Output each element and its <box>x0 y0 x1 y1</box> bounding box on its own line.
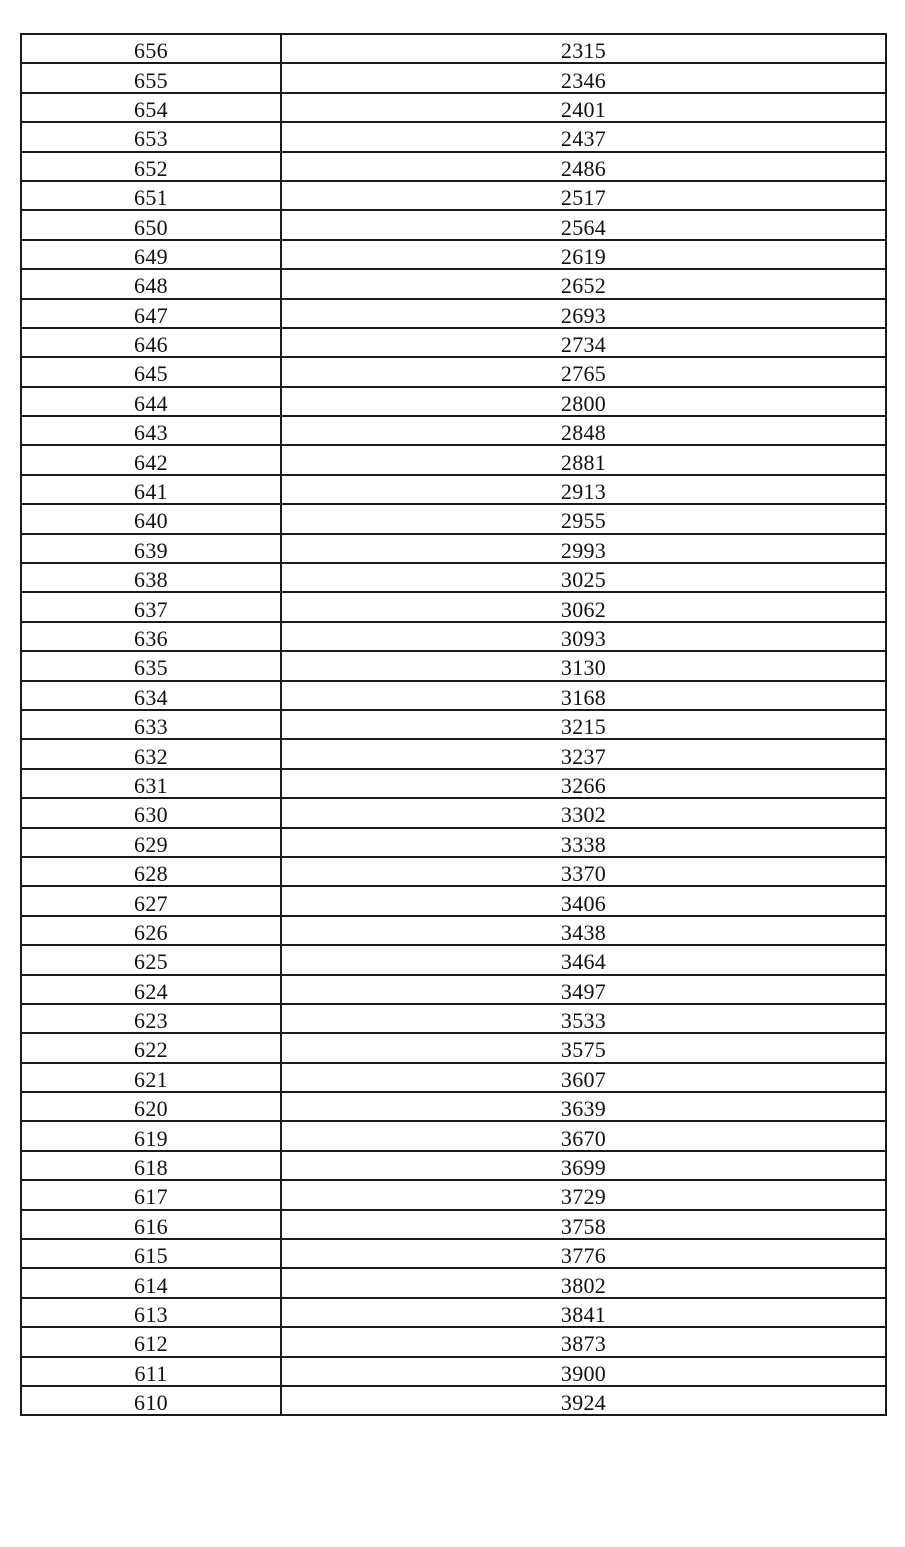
cumulative-count-cell <box>281 387 886 416</box>
cumulative-count-value: 2517 <box>560 185 607 211</box>
score-value: 614 <box>134 1272 168 1298</box>
cumulative-count-value: 3575 <box>560 1037 607 1063</box>
table-row <box>21 299 886 328</box>
score-cell <box>21 93 281 122</box>
cumulative-count-cell <box>281 1092 886 1121</box>
score-value: 634 <box>134 684 168 710</box>
score-cell <box>21 945 281 974</box>
score-cell <box>21 357 281 386</box>
score-value: 638 <box>134 567 168 593</box>
score-cell <box>21 122 281 151</box>
cumulative-count-cell <box>281 416 886 445</box>
table-row <box>21 1327 886 1356</box>
score-value: 624 <box>134 978 168 1004</box>
table-row <box>21 1092 886 1121</box>
score-cell <box>21 681 281 710</box>
table-row <box>21 416 886 445</box>
table-row <box>21 769 886 798</box>
table-row <box>21 240 886 269</box>
table-row <box>21 387 886 416</box>
table-row <box>21 1033 886 1062</box>
cumulative-count-value: 3639 <box>560 1096 607 1122</box>
table-row <box>21 1239 886 1268</box>
cumulative-count-value: 2652 <box>560 273 607 299</box>
cumulative-count-cell <box>281 445 886 474</box>
cumulative-count-cell <box>281 34 886 63</box>
table-row <box>21 152 886 181</box>
cumulative-count-cell <box>281 504 886 533</box>
table-row <box>21 945 886 974</box>
cumulative-count-value: 3841 <box>560 1301 607 1327</box>
score-cell <box>21 152 281 181</box>
table-row <box>21 210 886 239</box>
table-row <box>21 622 886 651</box>
cumulative-count-value: 3729 <box>560 1184 607 1210</box>
score-cell <box>21 975 281 1004</box>
score-value: 613 <box>134 1301 168 1327</box>
score-cell <box>21 1386 281 1415</box>
score-value: 621 <box>134 1066 168 1092</box>
cumulative-count-cell <box>281 240 886 269</box>
cumulative-count-value: 3302 <box>560 802 607 828</box>
cumulative-count-value: 2693 <box>560 302 607 328</box>
cumulative-count-cell <box>281 93 886 122</box>
cumulative-count-cell <box>281 769 886 798</box>
score-value: 628 <box>134 861 168 887</box>
table-row <box>21 1180 886 1209</box>
score-cell <box>21 416 281 445</box>
cumulative-count-cell <box>281 1357 886 1386</box>
table-row <box>21 269 886 298</box>
score-cell <box>21 299 281 328</box>
score-cell <box>21 269 281 298</box>
table-row <box>21 328 886 357</box>
cumulative-count-value: 3338 <box>560 831 607 857</box>
cumulative-count-cell <box>281 328 886 357</box>
score-cell <box>21 240 281 269</box>
cumulative-count-value: 3776 <box>560 1243 607 1269</box>
table-row <box>21 857 886 886</box>
score-cell <box>21 769 281 798</box>
cumulative-count-value: 2848 <box>560 420 607 446</box>
cumulative-count-cell <box>281 916 886 945</box>
cumulative-count-value: 3900 <box>560 1360 607 1386</box>
table-row <box>21 1298 886 1327</box>
score-cell <box>21 1033 281 1062</box>
table-row <box>21 798 886 827</box>
cumulative-count-value: 3237 <box>560 743 607 769</box>
cumulative-count-value: 2401 <box>560 96 607 122</box>
score-value: 610 <box>134 1390 168 1416</box>
cumulative-count-value: 2955 <box>560 508 607 534</box>
score-value: 649 <box>134 243 168 269</box>
score-cell <box>21 1357 281 1386</box>
table-row <box>21 1121 886 1150</box>
score-value: 648 <box>134 273 168 299</box>
cumulative-count-cell <box>281 152 886 181</box>
table-row <box>21 181 886 210</box>
score-cell <box>21 210 281 239</box>
table-row <box>21 828 886 857</box>
score-cell <box>21 534 281 563</box>
cumulative-count-value: 3266 <box>560 772 607 798</box>
table-row <box>21 34 886 63</box>
cumulative-count-value: 2881 <box>560 449 607 475</box>
cumulative-count-cell <box>281 1063 886 1092</box>
cumulative-count-cell <box>281 210 886 239</box>
score-value: 619 <box>134 1125 168 1151</box>
table-row <box>21 475 886 504</box>
score-value: 646 <box>134 332 168 358</box>
cumulative-count-cell <box>281 886 886 915</box>
table-row <box>21 1386 886 1415</box>
score-cell <box>21 1239 281 1268</box>
table-row <box>21 1063 886 1092</box>
cumulative-count-value: 3168 <box>560 684 607 710</box>
cumulative-count-cell <box>281 357 886 386</box>
score-cell <box>21 710 281 739</box>
cumulative-count-cell <box>281 1121 886 1150</box>
score-cell <box>21 445 281 474</box>
cumulative-count-cell <box>281 710 886 739</box>
cumulative-count-value: 3093 <box>560 626 607 651</box>
cumulative-count-value: 3406 <box>560 890 607 916</box>
score-value: 653 <box>134 126 168 152</box>
cumulative-count-value: 2993 <box>560 537 607 563</box>
score-cell <box>21 798 281 827</box>
cumulative-count-cell <box>281 592 886 621</box>
score-value: 654 <box>134 96 168 122</box>
cumulative-count-cell <box>281 1239 886 1268</box>
score-value: 656 <box>134 38 168 64</box>
table-row <box>21 739 886 768</box>
cumulative-count-cell <box>281 475 886 504</box>
table-body <box>21 34 886 1415</box>
score-cell <box>21 1298 281 1327</box>
score-value: 636 <box>134 626 168 651</box>
score-cell <box>21 592 281 621</box>
cumulative-count-value: 3873 <box>560 1331 607 1357</box>
cumulative-count-cell <box>281 1298 886 1327</box>
cumulative-count-value: 2486 <box>560 155 607 181</box>
cumulative-count-cell <box>281 857 886 886</box>
cumulative-count-cell <box>281 299 886 328</box>
score-value: 612 <box>134 1331 168 1357</box>
score-cell <box>21 739 281 768</box>
score-cell <box>21 1004 281 1033</box>
cumulative-count-value: 3497 <box>560 978 607 1004</box>
table-row <box>21 1004 886 1033</box>
score-value: 644 <box>134 390 168 416</box>
score-cell <box>21 916 281 945</box>
score-cell <box>21 475 281 504</box>
cumulative-count-cell <box>281 563 886 592</box>
cumulative-count-value: 3370 <box>560 861 607 887</box>
table-row <box>21 93 886 122</box>
score-cell <box>21 828 281 857</box>
score-cell <box>21 1268 281 1297</box>
score-value: 645 <box>134 361 168 387</box>
cumulative-count-cell <box>281 1004 886 1033</box>
table-row <box>21 1357 886 1386</box>
table-row <box>21 975 886 1004</box>
table-row <box>21 886 886 915</box>
score-value: 643 <box>134 420 168 446</box>
score-value: 632 <box>134 743 168 769</box>
cumulative-count-value: 2619 <box>560 243 607 269</box>
cumulative-count-cell <box>281 828 886 857</box>
score-value: 631 <box>134 772 168 798</box>
score-cell <box>21 1121 281 1150</box>
score-value: 618 <box>134 1155 168 1181</box>
score-value: 630 <box>134 802 168 828</box>
cumulative-count-cell <box>281 651 886 680</box>
table-row <box>21 916 886 945</box>
cumulative-count-cell <box>281 1268 886 1297</box>
score-value: 633 <box>134 714 168 740</box>
table-row <box>21 563 886 592</box>
cumulative-count-value: 2346 <box>560 67 607 93</box>
score-cell <box>21 34 281 63</box>
table-row <box>21 504 886 533</box>
score-value: 620 <box>134 1096 168 1122</box>
table-row <box>21 1210 886 1239</box>
cumulative-count-cell <box>281 1151 886 1180</box>
score-cell <box>21 181 281 210</box>
score-cell <box>21 1151 281 1180</box>
cumulative-count-cell <box>281 122 886 151</box>
score-cell <box>21 886 281 915</box>
score-value: 640 <box>134 508 168 534</box>
cumulative-count-cell <box>281 622 886 651</box>
score-value: 625 <box>134 949 168 975</box>
cumulative-count-value: 3802 <box>560 1272 607 1298</box>
score-cell <box>21 1063 281 1092</box>
cumulative-count-value: 3924 <box>560 1390 607 1416</box>
table-row <box>21 651 886 680</box>
score-value: 626 <box>134 919 168 945</box>
score-table-container <box>20 33 885 1416</box>
cumulative-count-cell <box>281 1327 886 1356</box>
cumulative-count-cell <box>281 269 886 298</box>
score-value: 622 <box>134 1037 168 1063</box>
table-row <box>21 357 886 386</box>
table-row <box>21 445 886 474</box>
score-value: 635 <box>134 655 168 681</box>
score-value: 647 <box>134 302 168 328</box>
table-row <box>21 122 886 151</box>
score-value: 623 <box>134 1008 168 1034</box>
score-value: 651 <box>134 185 168 211</box>
table-row <box>21 1268 886 1297</box>
table-row <box>21 1151 886 1180</box>
cumulative-count-value: 2913 <box>560 479 607 505</box>
table-row <box>21 534 886 563</box>
score-value: 611 <box>134 1360 168 1386</box>
cumulative-count-value: 3607 <box>560 1066 607 1092</box>
table-row <box>21 710 886 739</box>
score-cell <box>21 1210 281 1239</box>
score-value: 616 <box>134 1213 168 1239</box>
score-value: 641 <box>134 479 168 505</box>
cumulative-count-cell <box>281 1386 886 1415</box>
cumulative-count-value: 3699 <box>560 1155 607 1181</box>
score-value: 655 <box>134 67 168 93</box>
cumulative-count-cell <box>281 739 886 768</box>
cumulative-count-value: 3215 <box>560 714 607 740</box>
score-cell <box>21 328 281 357</box>
score-cell <box>21 857 281 886</box>
cumulative-count-cell <box>281 1210 886 1239</box>
cumulative-count-value: 2800 <box>560 390 607 416</box>
cumulative-count-value: 2734 <box>560 332 607 358</box>
cumulative-count-value: 2437 <box>560 126 607 152</box>
cumulative-count-value: 3130 <box>560 655 607 681</box>
cumulative-count-value: 2765 <box>560 361 607 387</box>
cumulative-count-value: 2564 <box>560 214 607 240</box>
cumulative-count-value: 3758 <box>560 1213 607 1239</box>
cumulative-count-cell <box>281 798 886 827</box>
score-value: 615 <box>134 1243 168 1269</box>
score-value: 617 <box>134 1184 168 1210</box>
score-value: 637 <box>134 596 168 622</box>
score-cell <box>21 651 281 680</box>
cumulative-count-cell <box>281 975 886 1004</box>
score-cell <box>21 63 281 92</box>
cumulative-count-cell <box>281 681 886 710</box>
score-cell <box>21 622 281 651</box>
score-value: 639 <box>134 537 168 563</box>
score-value: 652 <box>134 155 168 181</box>
score-cell <box>21 1092 281 1121</box>
cumulative-count-value: 3670 <box>560 1125 607 1151</box>
cumulative-count-value: 3062 <box>560 596 607 622</box>
table-row <box>21 592 886 621</box>
table-row <box>21 63 886 92</box>
cumulative-count-cell <box>281 1180 886 1209</box>
score-value: 642 <box>134 449 168 475</box>
cumulative-count-value: 3464 <box>560 949 607 975</box>
table-row <box>21 681 886 710</box>
cumulative-count-cell <box>281 945 886 974</box>
cumulative-count-cell <box>281 1033 886 1062</box>
score-rank-table <box>20 33 887 1416</box>
cumulative-count-cell <box>281 63 886 92</box>
score-cell <box>21 563 281 592</box>
score-value: 629 <box>134 831 168 857</box>
score-cell <box>21 1327 281 1356</box>
cumulative-count-value: 3438 <box>560 919 607 945</box>
cumulative-count-cell <box>281 534 886 563</box>
score-cell <box>21 1180 281 1209</box>
score-value: 650 <box>134 214 168 240</box>
cumulative-count-cell <box>281 181 886 210</box>
score-cell <box>21 504 281 533</box>
cumulative-count-value: 3025 <box>560 567 607 593</box>
cumulative-count-value: 3533 <box>560 1008 607 1034</box>
score-cell <box>21 387 281 416</box>
score-value: 627 <box>134 890 168 916</box>
cumulative-count-value: 2315 <box>560 38 607 64</box>
